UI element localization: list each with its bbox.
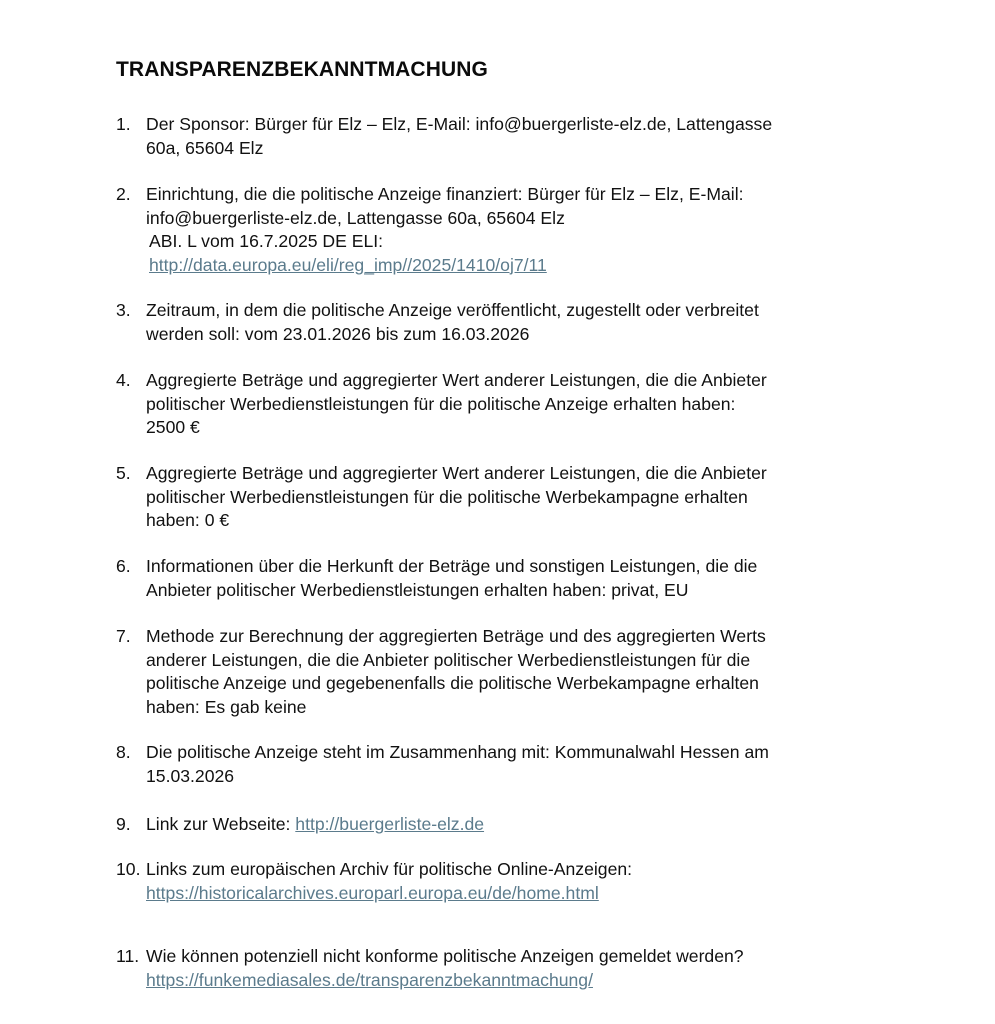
item-text: info@buergerliste-elz.de, Lattengasse 60a, 65604 Elz bbox=[146, 207, 565, 228]
item-text: Die politische Anzeige steht im Zusammenhang mit: Kommunalwahl Hessen am bbox=[146, 742, 769, 762]
item-link-line bbox=[146, 882, 876, 906]
item-text: politischer Werbedienstleistungen für die politische Anzeige erhalten haben: bbox=[146, 393, 736, 414]
list-item-6 bbox=[116, 555, 876, 602]
item-text: 2500 € bbox=[146, 417, 200, 437]
item-text: 15.03.2026 bbox=[146, 765, 235, 786]
list-item-2 bbox=[116, 183, 876, 277]
item-text: haben: Es gab keine bbox=[146, 696, 307, 717]
item-text: Methode zur Berechnung der aggregierten Beträge und des aggregierten Werts bbox=[146, 626, 766, 646]
list-item-8 bbox=[116, 741, 876, 788]
item-text: Aggregierte Beträge und aggregierter Wert anderer Leistungen, die die Anbieter bbox=[146, 463, 767, 483]
item-number: 1. bbox=[116, 114, 131, 134]
list-item-4 bbox=[116, 369, 876, 440]
eu-archive-link[interactable]: https://historicalarchives.europarl.europa.eu/de/home.html bbox=[146, 882, 599, 903]
item-text: politische Anzeige und gegebenenfalls die politische Werbekampagne erhalten bbox=[146, 673, 759, 693]
website-link[interactable]: http://buergerliste-elz.de bbox=[295, 814, 485, 834]
item-link-line bbox=[146, 969, 876, 993]
item-number: 3. bbox=[116, 300, 131, 320]
item-number: 7. bbox=[116, 626, 131, 646]
item-text: werden soll: vom 23.01.2026 bis zum 16.03.2026 bbox=[146, 323, 530, 344]
item-text: politischer Werbedienstleistungen für die politische Werbekampagne erhalten bbox=[146, 486, 748, 507]
item-text: Einrichtung, die die politische Anzeige finanziert: Bürger für Elz – Elz, E-Mail: bbox=[146, 184, 744, 204]
list-item-11 bbox=[116, 945, 876, 992]
item-link-line bbox=[146, 254, 876, 278]
list-item-10 bbox=[116, 858, 876, 905]
item-number: 11. bbox=[116, 946, 140, 966]
item-text: anderer Leistungen, die die Anbieter politischer Werbedienstleistungen für die bbox=[146, 649, 751, 670]
item-text: Der Sponsor: Bürger für Elz – Elz, E-Mail: info@buergerliste-elz.de, Lattengasse bbox=[146, 114, 773, 134]
item-number: 9. bbox=[116, 814, 131, 834]
item-link-line bbox=[146, 813, 876, 837]
item-number: 2. bbox=[116, 184, 131, 204]
item-number: 6. bbox=[116, 556, 131, 576]
list-item-3 bbox=[116, 299, 876, 346]
item-text: haben: 0 € bbox=[146, 510, 230, 530]
item-number: 10. bbox=[116, 859, 141, 879]
list-item-7 bbox=[116, 625, 876, 719]
item-text: Aggregierte Beträge und aggregierter Wert anderer Leistungen, die die Anbieter bbox=[146, 370, 767, 390]
item-number: 5. bbox=[116, 463, 131, 483]
item-text: Informationen über die Herkunft der Beträge und sonstigen Leistungen, die die bbox=[146, 556, 758, 576]
item-number: 4. bbox=[116, 370, 131, 390]
list-item-5 bbox=[116, 462, 876, 533]
item-number: 8. bbox=[116, 742, 131, 762]
item-text: ABI. L vom 16.7.2025 DE ELI: bbox=[149, 231, 384, 251]
report-nonconforming-ads-link[interactable]: https://funkemediasales.de/transparenzbekanntmachung/ bbox=[146, 969, 593, 990]
item-text: Anbieter politischer Werbedienstleistungen erhalten haben: privat, EU bbox=[146, 579, 689, 600]
eli-regulation-link[interactable]: http://data.europa.eu/eli/reg_imp//2025/1410/oj7/11 bbox=[149, 254, 547, 275]
item-text: Zeitraum, in dem die politische Anzeige veröffentlicht, zugestellt oder verbreitet bbox=[146, 300, 759, 320]
list-item-1 bbox=[116, 113, 876, 160]
document-title: TRANSPARENZBEKANNTMACHUNG bbox=[116, 58, 488, 81]
item-text: Wie können potenziell nicht konforme politische Anzeigen gemeldet werden? bbox=[146, 946, 744, 966]
item-text: Links zum europäischen Archiv für politische Online-Anzeigen: bbox=[146, 859, 633, 879]
item-text: 60a, 65604 Elz bbox=[146, 137, 264, 158]
list-item-9 bbox=[116, 813, 876, 837]
item-text: Link zur Webseite: bbox=[146, 814, 296, 834]
